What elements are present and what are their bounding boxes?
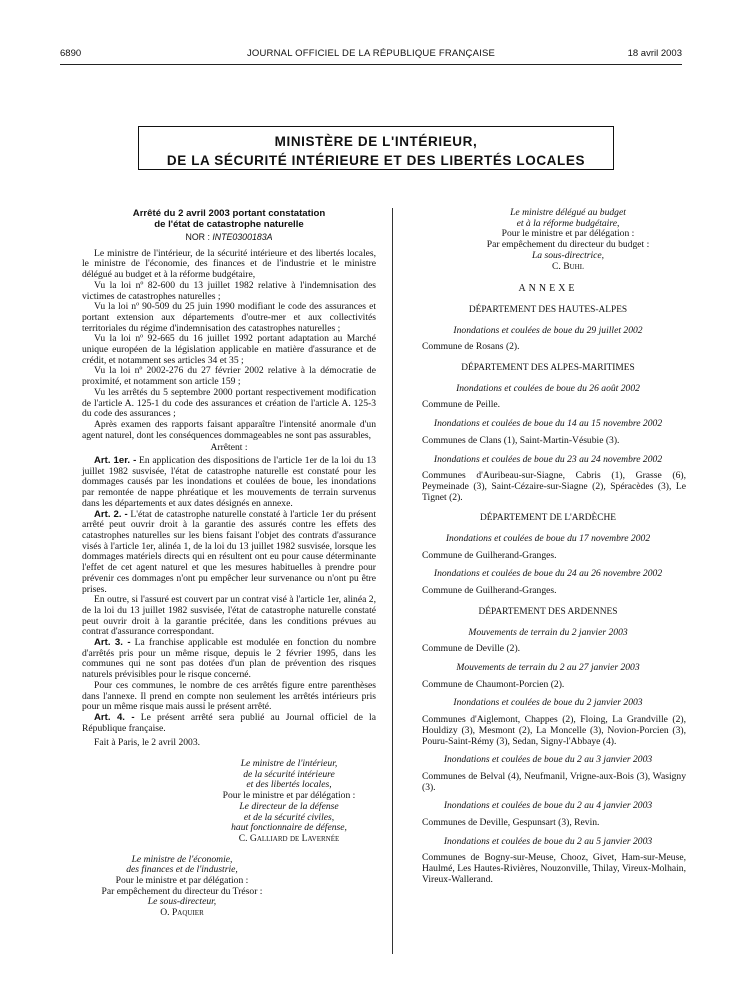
department-heading: DÉPARTEMENT DES ARDENNES bbox=[478, 606, 618, 617]
signatory-name: C. Galliard de Lavernée bbox=[238, 832, 340, 844]
article-paragraph bbox=[82, 713, 376, 734]
column-divider bbox=[392, 208, 393, 954]
communes-list: Communes d'Auribeau-sur-Siagne, Cabris (1), Grasse (6), Peymeinade (3), Saint-Cézaire-sur-Siagne (2), Spéracèdes (3), Le Tignet (2). bbox=[422, 470, 686, 503]
event-heading: Inondations et coulées de boue du 2 janvier 2003 bbox=[453, 697, 643, 709]
event-heading: Inondations et coulées de boue du 26 août 2002 bbox=[456, 382, 640, 394]
event-heading: Mouvements de terrain du 2 janvier 2003 bbox=[468, 626, 628, 638]
sig-line: Pour le ministre et par délégation : bbox=[501, 228, 635, 240]
article-paragraph bbox=[82, 510, 376, 596]
signature-budget bbox=[450, 208, 686, 272]
article-text: La franchise applicable est modulée en fonction du nombre d'arrêtés pris pour un même risque, depuis le 2 février 1995, dans les communes qui ne sont pas dotées d'un plan de prévention des risques naturels prévisibles pour le risque concerné. bbox=[82, 637, 376, 681]
sig-line: de la sécurité intérieure bbox=[243, 768, 335, 780]
communes-list: Commune de Deville (2). bbox=[422, 643, 521, 655]
sig-line: haut fonctionnaire de défense, bbox=[231, 822, 347, 834]
event-heading: Inondations et coulées de boue du 2 au 4 janvier 2003 bbox=[443, 800, 653, 812]
communes-list: Commune de Chaumont-Porcien (2). bbox=[422, 678, 565, 690]
event-heading: Inondations et coulées de boue du 24 au 26 novembre 2002 bbox=[433, 568, 663, 580]
department-heading: DÉPARTEMENT DES ALPES-MARITIMES bbox=[461, 363, 635, 374]
sig-line: Le ministre délégué au budget bbox=[510, 207, 626, 218]
nor-value: INTE0300183A bbox=[212, 232, 273, 242]
preamble-paragraph: Vu la loi nº 2002-276 du 27 février 2002 relative à la démocratie de proximité, et notamment son article 159 ; bbox=[82, 365, 376, 388]
event-heading: Inondations et coulées de boue du 29 juillet 2002 bbox=[453, 324, 643, 336]
article-paragraph bbox=[82, 681, 376, 713]
article-text: Pour ces communes, le nombre de ces arrêtés figure entre parenthèses dans l'annexe. Il prend en compte non seulement les arrêtés intérieurs pris pour un même risque mais aussi le présent arrêté. bbox=[82, 679, 376, 713]
communes-list: Commune de Peille. bbox=[422, 399, 501, 411]
article-text: En application des dispositions de l'article 1er de la loi du 13 juillet 1982 susvisée, l'état de catastrophe naturelle est constaté pour les dommages causés par les inondations et coulées de boue, les inondations par remontée de nappe phréatique et les mouvements de terrain survenus dans les départements et aux dates désignés en annexe. bbox=[82, 455, 377, 509]
article-paragraph bbox=[82, 638, 376, 681]
article-label: Art. 1er. - bbox=[94, 455, 137, 467]
sig-line: Le ministre de l'économie, bbox=[131, 853, 233, 865]
signatory-name: O. Paquier bbox=[160, 907, 204, 919]
sig-line: Par empêchement du directeur du Trésor : bbox=[101, 885, 263, 897]
issue-date: 18 avril 2003 bbox=[627, 48, 682, 59]
article-label: Art. 2. - bbox=[94, 508, 128, 520]
preamble-paragraph: Vu les arrêtés du 5 septembre 2000 portant respectivement modification de l'article A. 125-1 du code des assurances et création de l'article A. 125-3 du code des assurances ; bbox=[82, 386, 376, 420]
communes-list: Communes d'Aiglemont, Chappes (2), Floing, La Grandville (2), Houldizy (3), Mesmont (2), La Moncelle (3), Novion-Porcien (3), Pouru-Saint-Rémy (3), Sedan, Signy-l'Abbaye (4). bbox=[422, 714, 686, 747]
preamble-paragraph: Vu la loi nº 92-665 du 16 juillet 1992 portant adaptation au Marché unique européen de la législation applicable en matière d'assurance et de crédit, et notamment ses articles 34 et 35 ; bbox=[82, 333, 376, 366]
signature-economy bbox=[82, 855, 282, 919]
event-heading: Inondations et coulées de boue du 23 au 24 novembre 2002 bbox=[433, 453, 663, 465]
article-paragraph bbox=[82, 456, 376, 510]
sig-line: Pour le ministre et par délégation : bbox=[115, 875, 249, 887]
done-at: Fait à Paris, le 2 avril 2003. bbox=[94, 737, 201, 749]
page-number: 6890 bbox=[60, 48, 82, 59]
communes-list: Communes de Clans (1), Saint-Martin-Vésubie (3). bbox=[422, 434, 620, 446]
decree-title-line-2: de l'état de catastrophe naturelle bbox=[154, 219, 304, 230]
article-label: Art. 4. - bbox=[94, 711, 135, 723]
sig-line: La sous-directrice, bbox=[531, 249, 605, 261]
event-heading: Inondations et coulées de boue du 14 au 15 novembre 2002 bbox=[433, 418, 663, 430]
sig-line: Pour le ministre et par délégation : bbox=[222, 790, 356, 802]
sig-line: et des libertés locales, bbox=[246, 779, 332, 791]
header-rule bbox=[60, 64, 682, 65]
preamble-paragraph: Le ministre de l'intérieur, de la sécurité intérieure et des libertés locales, le ministre de l'économie, des finances et de l'industrie et le ministre délégué au budget et à la réforme budgétaire, bbox=[82, 247, 376, 281]
decree-title-line-1: Arrêté du 2 avril 2003 portant constatation bbox=[132, 208, 326, 219]
page-header bbox=[60, 48, 682, 62]
nor-reference bbox=[82, 232, 376, 243]
department-heading: DÉPARTEMENT DES HAUTES-ALPES bbox=[468, 304, 628, 315]
sig-line: et à la réforme budgétaire, bbox=[516, 217, 620, 229]
event-heading: Mouvements de terrain du 2 au 27 janvier 2003 bbox=[456, 661, 640, 673]
communes-list: Commune de Guilherand-Granges. bbox=[422, 549, 557, 561]
journal-title: JOURNAL OFFICIEL DE LA RÉPUBLIQUE FRANÇAISE bbox=[246, 48, 496, 59]
annex-list bbox=[410, 305, 686, 886]
article-text: En outre, si l'assuré est couvert par un contrat visé à l'article 1er, alinéa 2, de la loi du 13 juillet 1982 susvisée, l'état de catastrophe naturelle constaté peut ouvrir droit à la garantie précitée, dans les conditions prévues au contrat d'assurance correspondant. bbox=[82, 594, 376, 638]
annex-title: ANNEXE bbox=[518, 283, 578, 295]
communes-list: Commune de Rosans (2). bbox=[422, 341, 520, 353]
preamble bbox=[82, 249, 376, 442]
article-paragraph bbox=[82, 595, 376, 638]
arretent: Arrêtent : bbox=[210, 442, 248, 454]
articles bbox=[82, 456, 376, 734]
sig-line: des finances et de l'industrie, bbox=[126, 864, 238, 876]
ministry-box bbox=[138, 126, 614, 170]
preamble-paragraph: Après examen des rapports faisant apparaître l'intensité anormale d'un agent naturel, dont les conséquences dommageables ne sont pas assurables, bbox=[82, 418, 376, 441]
right-column bbox=[410, 208, 686, 892]
signatory-name: C. Buhl bbox=[552, 260, 584, 272]
decree-title bbox=[82, 208, 376, 230]
communes-list: Communes de Bogny-sur-Meuse, Chooz, Givet, Ham-sur-Meuse, Haulmé, Les Hautes-Rivières, Nouzonville, Thilay, Vireux-Molhain, Vireux-Wallerand. bbox=[422, 852, 686, 885]
sig-line: Le ministre de l'intérieur, bbox=[240, 758, 338, 770]
preamble-paragraph: Vu la loi nº 82-600 du 13 juillet 1982 relative à l'indemnisation des victimes de catastrophes naturelles ; bbox=[82, 279, 376, 302]
preamble-paragraph: Vu la loi nº 90-509 du 25 juin 1990 modifiant le code des assurances et portant extension aux départements d'outre-mer et aux collectivités territoriales du régime d'indemnisation des catastrophes naturelles ; bbox=[82, 301, 376, 334]
event-heading: Inondations et coulées de boue du 2 au 3 janvier 2003 bbox=[443, 754, 653, 766]
article-text: L'état de catastrophe naturelle constaté à l'article 1er du présent arrêté peut ouvrir droit à la garantie des assurés contre les effets des catastrophes naturelles sur les biens faisant l'objet des contrats d'assurance visés à l'article 1er, alinéa 1, de la loi du 13 juillet 1982 susvisée, lorsque les dommages matériels directs qui en résultent ont eu pour cause déterminante l'effet de cet agent naturel et que les mesures habituelles à prendre pour prévenir ces dommages n'ont pu empêcher leur survenance ou n'ont pu être prises. bbox=[82, 508, 376, 595]
article-label: Art. 3. - bbox=[94, 637, 131, 649]
signature-interior bbox=[202, 759, 376, 845]
ministry-line-2: DE LA SÉCURITÉ INTÉRIEURE ET DES LIBERTÉS LOCALES bbox=[166, 153, 586, 168]
communes-list: Commune de Guilherand-Granges. bbox=[422, 585, 557, 597]
sig-line: Par empêchement du directeur du budget : bbox=[486, 239, 650, 251]
ministry-line-1: MINISTÈRE DE L'INTÉRIEUR, bbox=[274, 134, 478, 149]
sig-line: et de la sécurité civiles, bbox=[243, 811, 335, 823]
sig-line: Le directeur de la défense bbox=[239, 800, 339, 812]
left-column bbox=[82, 208, 376, 919]
article-text: Le présent arrêté sera publié au Journal officiel de la République française. bbox=[82, 711, 376, 734]
event-heading: Inondations et coulées de boue du 2 au 5 janvier 2003 bbox=[443, 835, 653, 847]
sig-line: Le sous-directeur, bbox=[147, 896, 217, 908]
communes-list: Communes de Deville, Gespunsart (3), Revin. bbox=[422, 817, 600, 829]
event-heading: Inondations et coulées de boue du 17 novembre 2002 bbox=[445, 533, 651, 545]
department-heading: DÉPARTEMENT DE L'ARDÈCHE bbox=[479, 513, 617, 524]
nor-label: NOR : bbox=[185, 232, 210, 242]
communes-list: Communes de Belval (4), Neufmanil, Vrigne-aux-Bois (3), Wasigny (3). bbox=[422, 770, 686, 793]
